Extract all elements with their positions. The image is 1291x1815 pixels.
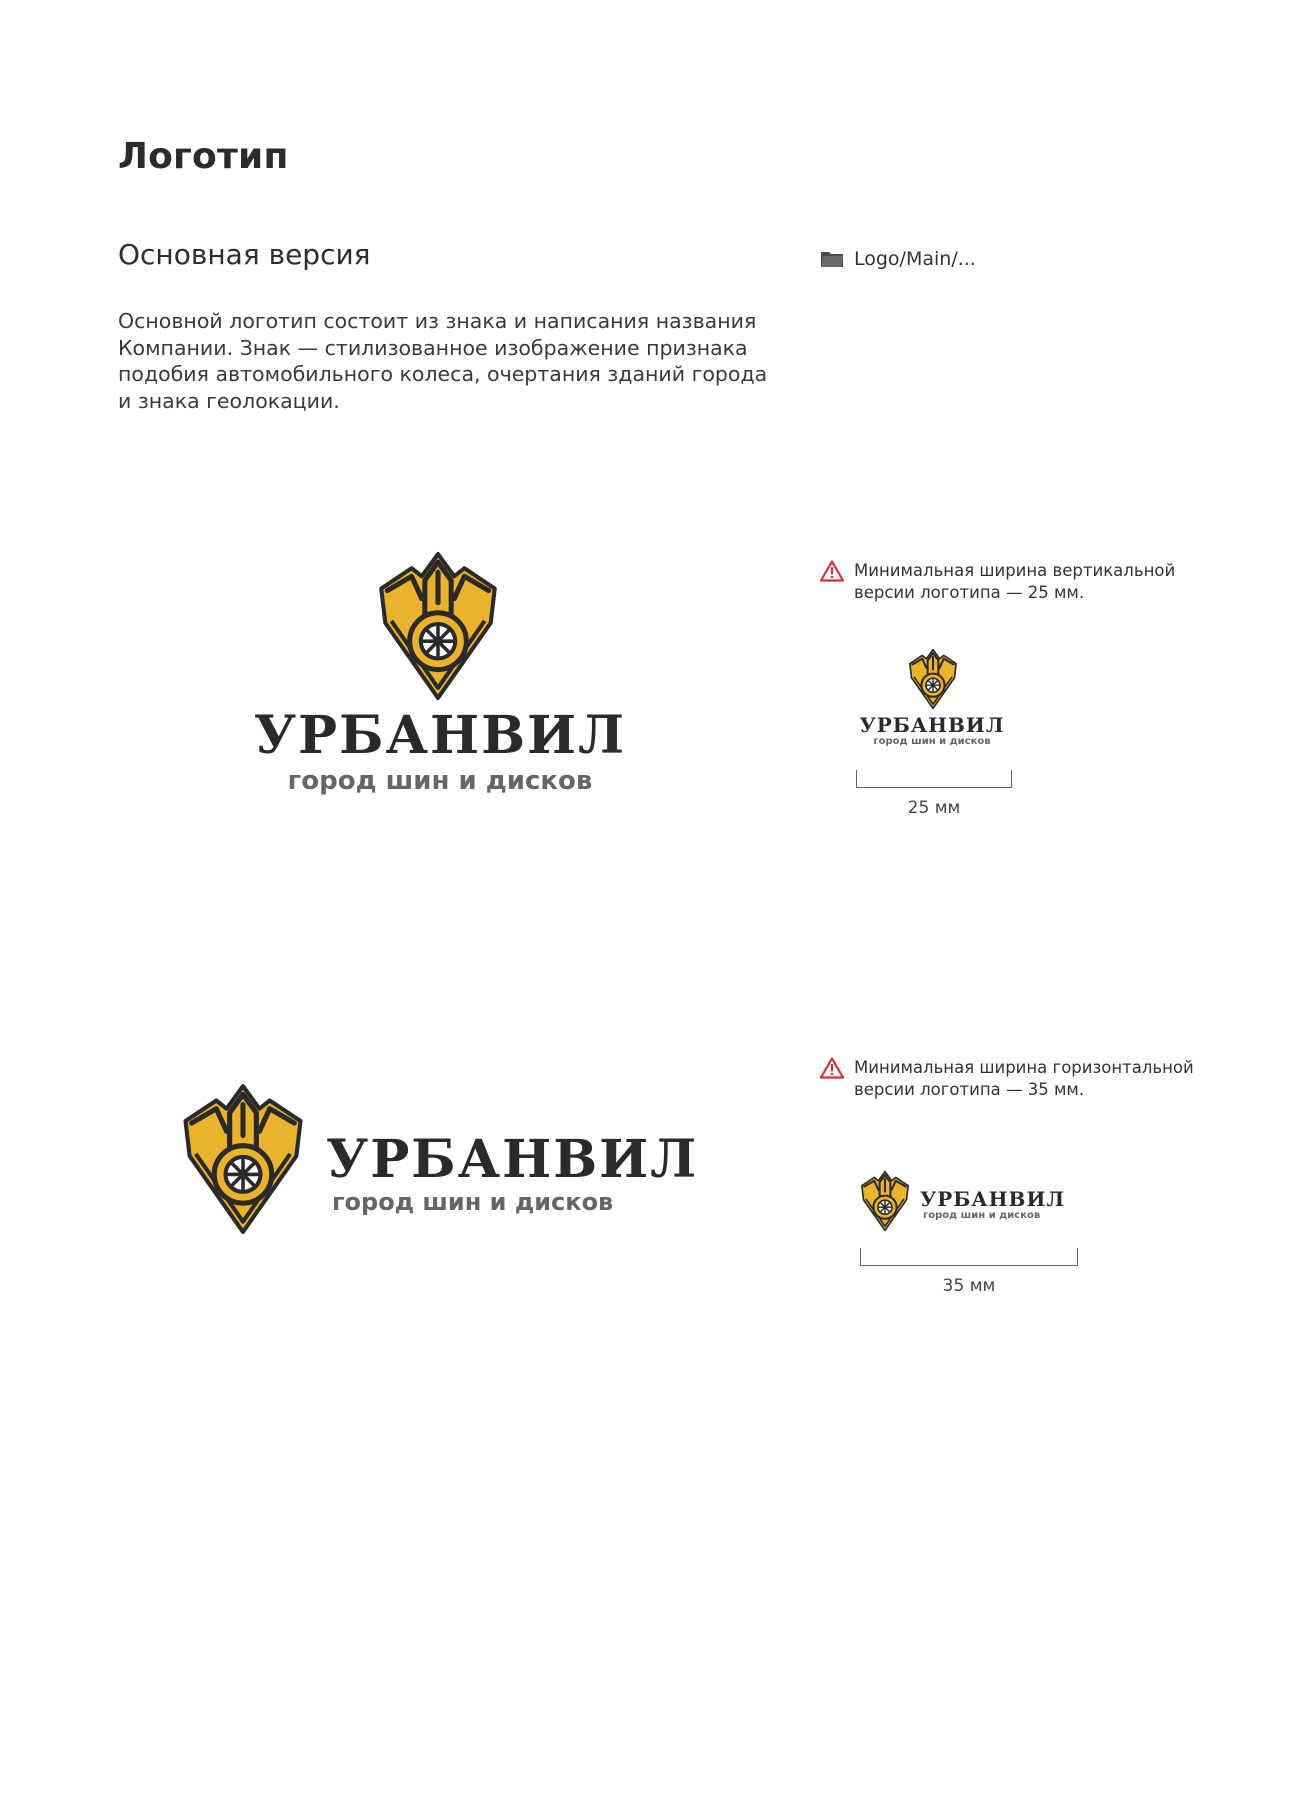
file-path[interactable] [820,248,976,270]
logo-name: УРБАНВИЛ [920,1187,1066,1211]
section-subtitle: Основная версия [118,238,371,271]
horizontal-logo [180,1082,720,1242]
note-line: Минимальная ширина вертикальной [854,561,1176,580]
folder-icon [820,250,844,268]
logo-tagline: город шин и дисков [923,1210,1041,1221]
emblem-icon [908,648,958,710]
horizontal-min-width-note [820,1057,1200,1101]
logo-tagline: город шин и дисков [287,766,593,796]
logo-tagline: город шин и дисков [873,736,991,747]
logo-name: УРБАНВИЛ [253,705,627,766]
horizontal-dimension-bracket [860,1248,1078,1266]
description [118,308,768,414]
file-path-text: Logo/Main/... [854,248,976,270]
logo-tagline: город шин и дисков [332,1188,614,1216]
logo-name: УРБАНВИЛ [859,713,1005,737]
warning-icon [820,1057,844,1079]
page-title: Логотип [118,136,289,177]
vertical-logo-small [852,648,1012,748]
vertical-dimension-bracket [856,770,1012,788]
vertical-min-width-note [820,560,1200,604]
description-line: Основной логотип состоит из знака и написания названия [118,309,757,333]
logo-name: УРБАНВИЛ [326,1129,699,1190]
note-line: Минимальная ширина горизонтальной [854,1058,1194,1077]
vertical-dimension-label: 25 мм [907,798,961,818]
horizontal-logo-small [860,1170,1080,1234]
emblem-icon [376,550,500,702]
description-line: и знака геолокации. [118,388,340,413]
note-line: версии логотипа — 35 мм. [854,1080,1085,1099]
description-line: подобия автомобильного колеса, очертания зданий города [118,362,768,386]
note-line: версии логотипа — 25 мм. [854,583,1085,602]
horizontal-dimension-label: 35 мм [942,1276,996,1296]
description-line: Компании. Знак — стилизованное изображение признака [118,335,748,360]
warning-icon [820,560,844,582]
vertical-logo [250,550,630,800]
emblem-icon [860,1170,910,1232]
emblem-icon [180,1082,306,1236]
